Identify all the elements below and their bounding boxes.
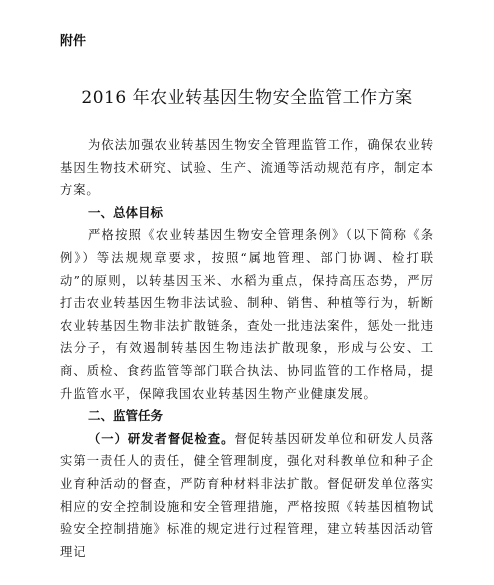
document-body — [60, 134, 434, 563]
developer-inspection-paragraph — [60, 428, 434, 564]
section-heading-supervision-tasks: 二、监管任务 — [88, 408, 164, 424]
annex-label: 附件 — [60, 34, 87, 49]
general-goals-paragraph: 严格按照《农业转基因生物安全管理条例》（以下简称《条例》）等法规规章要求，按照“属地管理、部门协调、检打联动”的原则，以转基因玉米、水稻为重点，保持高压态势，严厉打击农业转基因生物非法试验、制种、销售、种植等行为，斩断农业转基因生物非法扩散链条，查处一批违法案件，惩处一批违法分子，有效遏制转基因生物违法扩散现象，形成与公安、工商、质检、食药监管等部门联合执法、协同监管的工作格局，提升监管水平，保障我国农业转基因生物产业健康发展。 — [60, 228, 434, 401]
developer-inspection-text: 督促转基因研发单位和研发人员落实第一责任人的责任，健全管理制度，强化对科教单位和种子企业育种活动的督查，严防育种材料非法扩散。督促研发单位落实相应的安全控制设施和安全管理措施，严格按照《转基因植物试验安全控制措施》标准的规定进行过程管理，建立转基因活动管理记 — [60, 431, 434, 559]
developer-inspection-heading: （一）研发者督促检查。 — [88, 430, 235, 446]
document-title: 2016 年农业转基因生物安全监管工作方案 — [81, 88, 413, 108]
section-heading-general-goals: 一、总体目标 — [88, 204, 164, 220]
intro-paragraph: 为依法加强农业转基因生物安全管理监管工作，确保农业转基因生物技术研究、试验、生产、流通等活动规范有序，制定本方案。 — [60, 138, 434, 198]
